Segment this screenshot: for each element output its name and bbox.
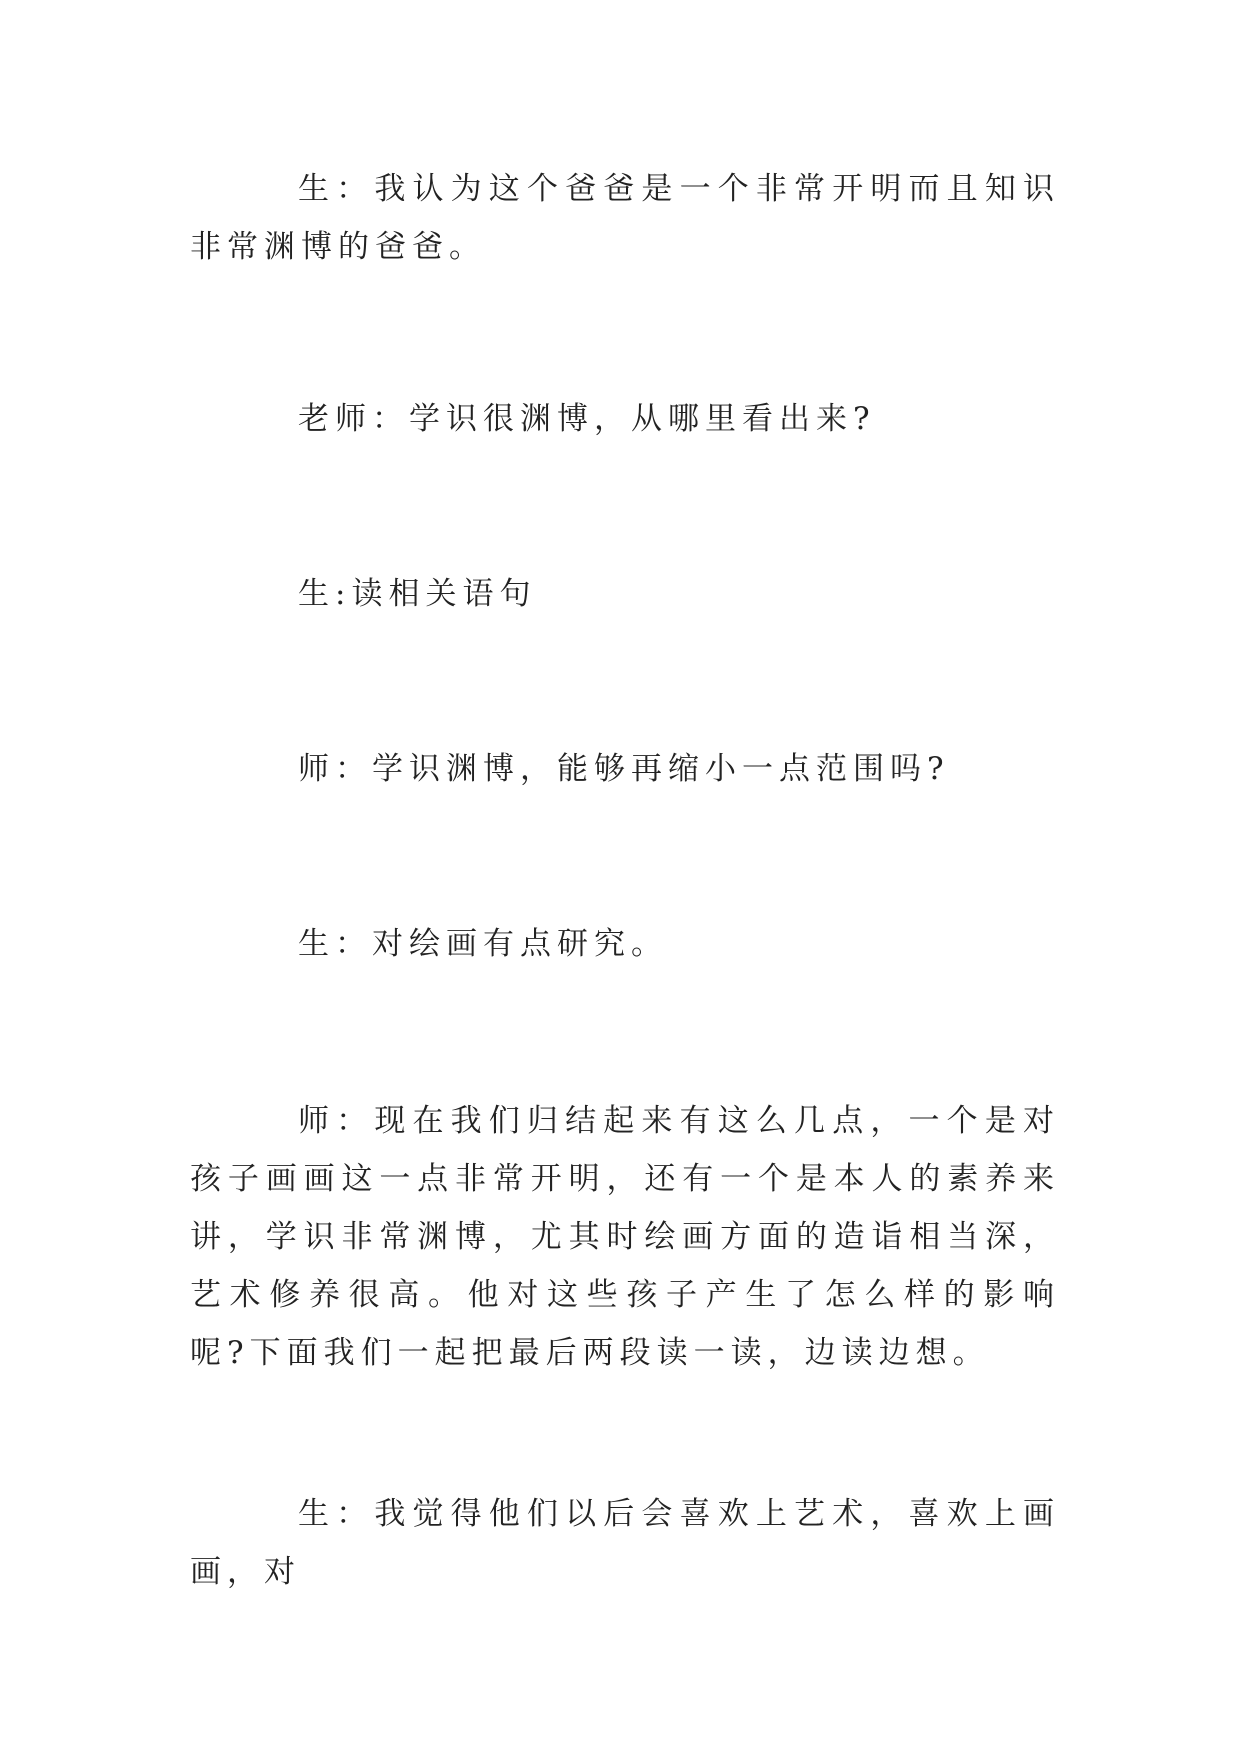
paragraph-student-answer-1: 生：我认为这个爸爸是一个非常开明而且知识非常渊博的爸爸。 <box>190 171 1060 265</box>
paragraph-student-answer-4: 生：我觉得他们以后会喜欢上艺术，喜欢上画画，对 <box>190 1496 1060 1590</box>
paragraph-teacher-question-1: 老师：学识很渊博，从哪里看出来? <box>298 401 876 437</box>
paragraph-teacher-question-2: 师：学识渊博，能够再缩小一点范围吗? <box>298 751 950 787</box>
paragraph-student-answer-2: 生:读相关语句 <box>298 576 537 612</box>
paragraph-student-answer-3: 生：对绘画有点研究。 <box>298 926 668 962</box>
paragraph-teacher-summary: 师：现在我们归结起来有这么几点，一个是对孩子画画这一点非常开明，还有一个是本人的素养来讲，学识非常渊博，尤其时绘画方面的造诣相当深，艺术修养很高。他对这些孩子产生了怎么样的影响呢?下面我们一起把最后两段读一读，边读边想。 <box>190 1103 1060 1371</box>
